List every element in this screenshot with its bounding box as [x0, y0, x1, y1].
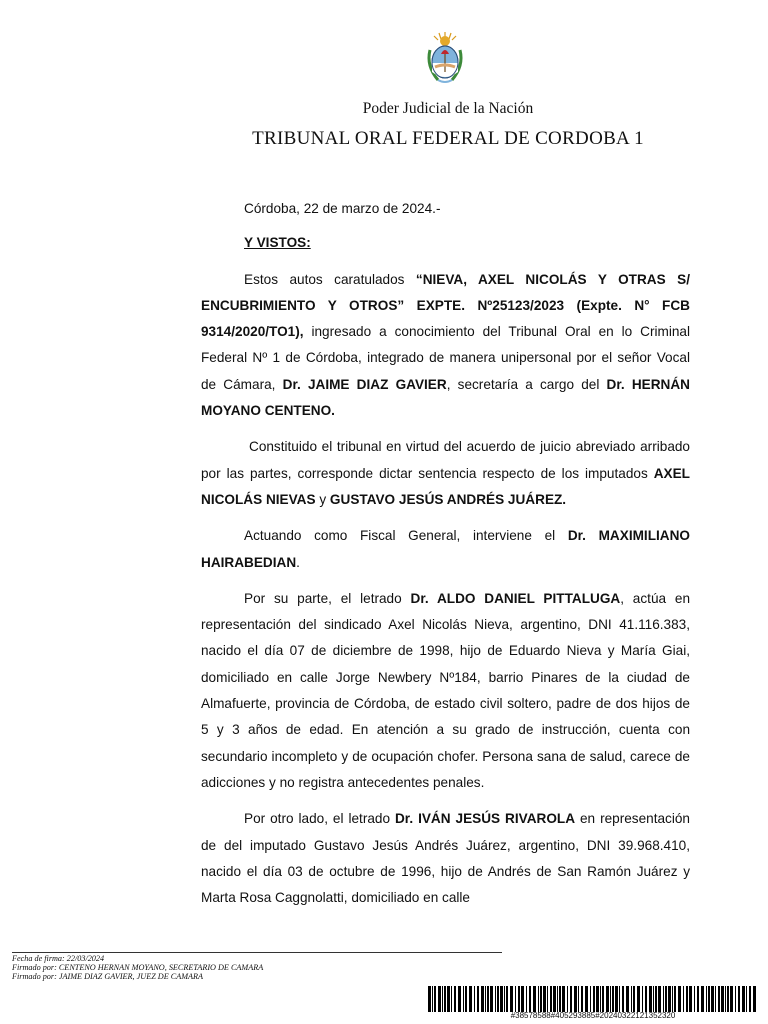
- section-heading: [201, 230, 690, 256]
- court-name: TRIBUNAL ORAL FEDERAL DE CORDOBA 1: [252, 128, 644, 149]
- text-run: Actuando como Fiscal General, interviene el: [244, 528, 568, 544]
- text-run: Por su parte, el letrado: [244, 590, 411, 606]
- case-title: “NIEVA, AXEL NICOLÁS Y OTRAS S/ ENCUBRIMIENTO Y OTROS” EXPTE. Nº25123/2023 (Expte. N° FCB 9314/2020/TO1),: [201, 271, 690, 340]
- paragraph-tribunal: [201, 434, 690, 513]
- institution-name: Poder Judicial de la Nación: [362, 100, 534, 117]
- paragraph-defense-2: [201, 806, 690, 911]
- prosecutor-name: Dr. MAXIMILIANO HAIRABEDIAN: [201, 528, 690, 570]
- lawyer-name-1: Dr. ALDO DANIEL PITTALUGA: [410, 590, 621, 606]
- text-run: Estos autos caratulados: [244, 271, 416, 287]
- text-run: , secretaría a cargo del: [446, 376, 607, 392]
- paragraph-prosecutor: [201, 523, 690, 576]
- signature-divider: [12, 952, 502, 953]
- text-run: Constituido el tribunal en virtud del acuerdo de juicio abreviado arribado por las partes, corresponde dictar sentencia respecto de los imputados: [201, 439, 690, 481]
- lawyer-name-2: Dr. IVÁN JESÚS RIVAROLA: [394, 811, 576, 827]
- argentine-coat-of-arms-icon: [424, 30, 466, 86]
- section-heading-text: Y VISTOS:: [244, 235, 311, 251]
- signature-date: Fecha de firma: 22/03/2024: [12, 954, 105, 963]
- paragraph-defense-1: [201, 586, 690, 796]
- text-run: , actúa en representación del sindicado Axel Nicolás Nieva, argentino, DNI 41.116.383, nacido el día 07 de diciembre de 1998, hijo de Eduardo Nieva y María Giai, domiciliado en calle Jorge Newbery Nº184, barrio Pinares de la ciudad de Almafuerte, provincia de Córdoba, de estado civil soltero, padre de dos hijos de 5 y 3 años de edad. En atención a su grado de instrucción, cuenta con secundario incompleto y de ocupación chofer. Persona sana de salud, carece de adicciones y no registra antecedentes penales.: [201, 590, 690, 790]
- text-run: .: [296, 554, 300, 570]
- defendant-name-2: GUSTAVO JESÚS ANDRÉS JUÁREZ.: [329, 491, 567, 507]
- judge-name: Dr. JAIME DIAZ GAVIER: [282, 376, 447, 392]
- document-date: Córdoba, 22 de marzo de 2024.-: [244, 201, 441, 216]
- text-run: Por otro lado, el letrado: [244, 811, 395, 827]
- text-run: ingresado a conocimiento del Tribunal Oral en lo Criminal Federal Nº 1 de Córdoba, integrado de manera unipersonal por el señor Vocal de Cámara,: [201, 324, 690, 392]
- barcode-number: #38578588#405293885#20240322121352320: [510, 1011, 676, 1020]
- document-body: [201, 196, 690, 921]
- paragraph-case-caption: [201, 267, 690, 425]
- signature-secretary: Firmado por: CENTENO HERNAN MOYANO, SECRETARIO DE CAMARA: [12, 963, 264, 973]
- defendant-name-1: AXEL NICOLÁS NIEVAS: [201, 465, 690, 507]
- text-run: y: [315, 491, 330, 507]
- text-run: en representación de del imputado Gustavo Jesús Andrés Juárez, argentino, DNI 39.968.410, nacido el día 03 de octubre de 1996, hijo de Andrés de San Ramón Juárez y Marta Rosa Caggnolatti, domiciliado en calle: [201, 811, 690, 906]
- signature-judge: Firmado por: JAIME DIAZ GAVIER, JUEZ DE CAMARA: [12, 972, 204, 982]
- secretary-name: Dr. HERNÁN MOYANO CENTENO.: [201, 376, 690, 419]
- barcode-icon: [428, 986, 758, 1012]
- signature-block: [12, 954, 263, 982]
